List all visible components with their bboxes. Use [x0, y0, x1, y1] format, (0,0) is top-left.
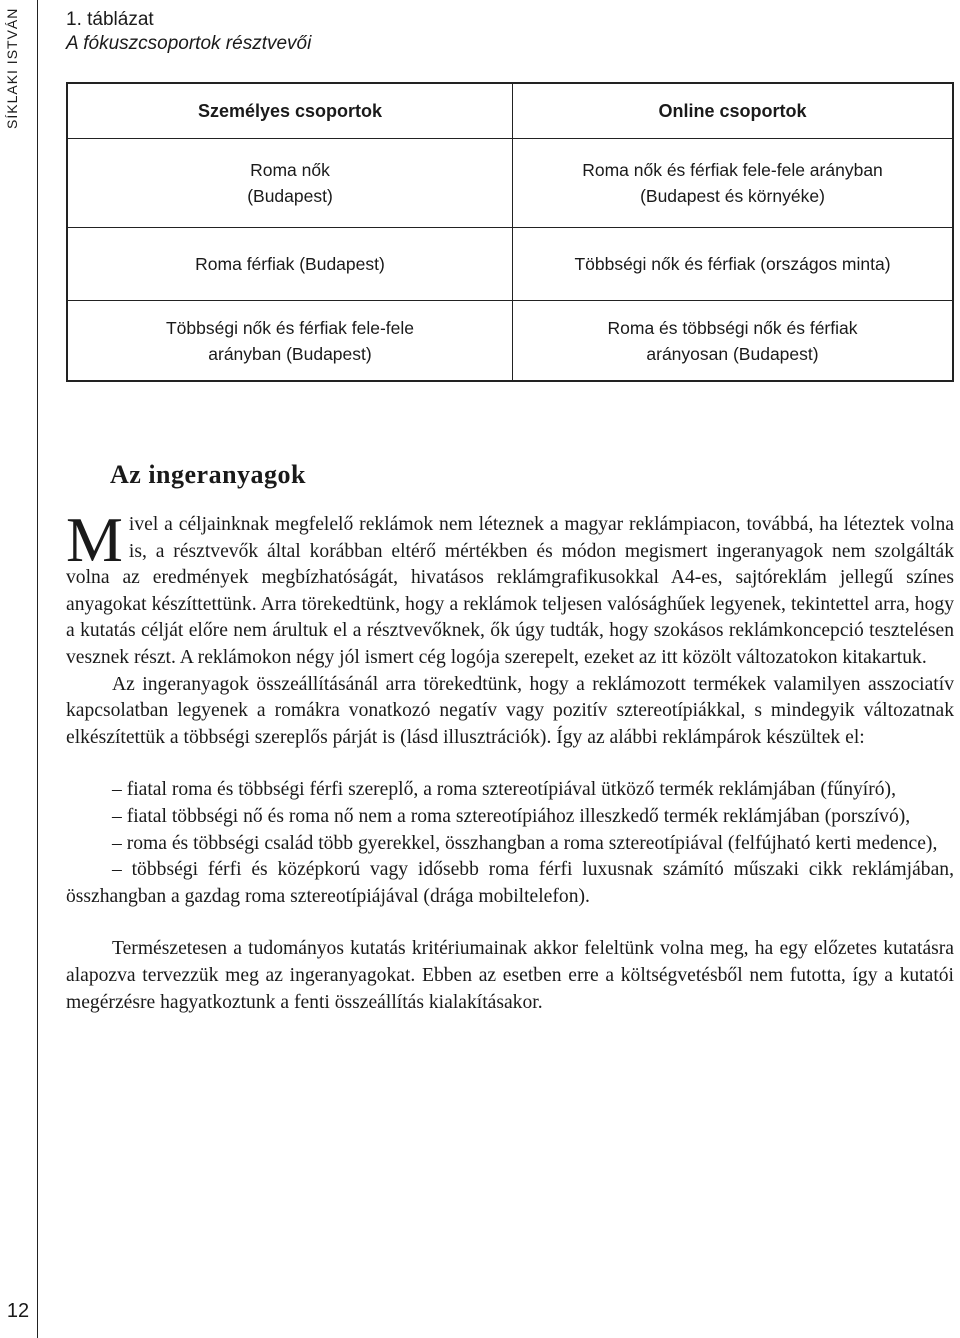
table-header-row — [68, 84, 952, 138]
cell-line: Roma nők és férfiak fele-fele arányban — [582, 160, 883, 180]
list-item: – fiatal többségi nő és roma nő nem a roma sztereotípiához illeszkedő termék reklámjában (porszívó), — [112, 805, 911, 827]
table-caption-number: 1. táblázat — [66, 9, 154, 30]
page-number: 12 — [6, 1300, 30, 1322]
paragraph-3: Természetesen a tudományos kutatás kritériumainak akkor feleltünk volna meg, ha egy előzetes kutatásra alapozva tervezzük meg az ingeranyagokat. Ebben az esetben erre a költségvetésből nem futotta, így a kutatói megérzésre hagyatkoztunk a fenti összeállítás kialakításakor. — [66, 938, 954, 1013]
table-cell — [68, 139, 513, 227]
cell-line: Többségi nők és férfiak fele-fele — [165, 317, 415, 338]
table-caption — [66, 8, 311, 56]
table-cell — [68, 228, 513, 300]
header-online-groups: Online csoportok — [658, 101, 807, 121]
paragraph-2: Az ingeranyagok összeállításánál arra törekedtünk, hogy a reklámozott termékek valamilyen asszociatív kapcsolatban legyenek a romákra vonatkozó negatív vagy pozitív sztereotípiákkal, s mindegyik változatnak elkészítettük a többségi szereplős párját is (lásd illusztrációk). Így az alábbi reklámpárok készültek el: — [66, 673, 954, 748]
body-text — [66, 504, 954, 1016]
table-cell — [513, 301, 952, 380]
cell-line: Többségi nők és férfiak (országos minta) — [574, 254, 891, 274]
cell-line: (Budapest és környéke) — [640, 186, 825, 206]
list-item: – fiatal roma és többségi férfi szereplő, a roma sztereotípiával ütköző termék reklámjában (fűnyíró), — [112, 779, 896, 801]
paragraph-1 — [66, 504, 954, 672]
table-cell — [68, 301, 513, 380]
cell-line: Roma és többségi nők és férfiak — [607, 317, 858, 338]
cell-line: arányban (Budapest) — [208, 343, 372, 364]
table-row — [68, 301, 952, 380]
cell-line: (Budapest) — [247, 186, 333, 206]
cell-line: Roma nők — [250, 160, 330, 180]
table-cell — [513, 228, 952, 300]
list-item: – roma és többségi család több gyerekkel, összhangban a roma sztereotípiával (felfújható kerti medence), — [112, 832, 938, 854]
table-cell — [513, 139, 952, 227]
table-caption-title: A fókuszcsoportok résztvevői — [66, 33, 312, 54]
section-heading: Az ingeranyagok — [110, 460, 306, 489]
table-row — [68, 139, 952, 227]
margin-strip — [0, 0, 38, 1338]
bullet-list — [66, 777, 954, 910]
cell-line: Roma férfiak (Budapest) — [195, 254, 385, 274]
running-head: SÍKLAKI ISTVÁN — [4, 8, 20, 130]
table-row — [68, 228, 952, 300]
drop-cap: M — [66, 504, 123, 575]
focus-groups-table — [66, 82, 954, 382]
header-personal-groups: Személyes csoportok — [68, 84, 513, 138]
margin-rule — [37, 0, 38, 1338]
cell-line: arányosan (Budapest) — [646, 343, 819, 364]
paragraph-1-text: ivel a céljainknak megfelelő reklámok nem léteznek a magyar reklámpiacon, továbbá, ha léteztek volna is, a résztvevők által korábban eltérő mértékben és módon megismert ingeranyagok nem szolgálták volna az eredmények megbízhatóságát, hivatásos reklámgrafikusokkal A4-es, sajtóreklám jellegű színes anyagokat készíttettünk. Arra törekedtünk, hogy a reklámok teljesen valósághűek legyenek, tekintettel arra, hogy a kutatás célját előre nem árultuk el a résztvevőknek, ők úgy tudták, hogy szokásos reklámkoncepció tesztelésen vesznek részt. A reklámokon négy jól ismert cég logója szerepelt, ezeket az itt közölt változatokon kitakartuk. — [66, 514, 954, 668]
list-item: – többségi férfi és középkorú vagy idősebb roma férfi luxusnak számító műszaki cikk reklámjában, összhangban a gazdag roma sztereotípiájával (drága mobiltelefon). — [66, 859, 954, 907]
